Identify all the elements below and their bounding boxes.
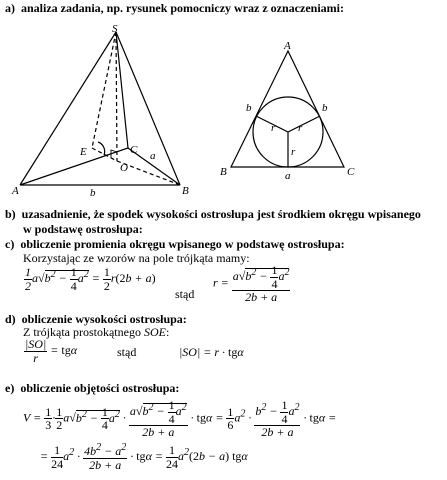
step-e-line1: V = $\frac{1}{3}$ · $\frac{1}{2}$ $a√b^2$ − $\frac{1}{4}$ $a^2$ · $a√b^2$ − $\frac{1}{4}$ $a^2$ 2b + a · tgα = $\frac{1}{6}$ $a^2$ · $b^2$ − $\frac{1}{4}$ $a^2$ 2b + a · tgα = [23, 398, 337, 440]
label-E: E [80, 146, 87, 158]
tri-label-r-bottom: r [291, 146, 296, 158]
tri-label-b-right: b [322, 102, 328, 114]
tri-label-r-left: r [271, 122, 276, 134]
step-d-heading: d) obliczenie wysokości ostrosłupa: [5, 312, 187, 326]
slant-height-SE [92, 32, 116, 148]
step-d-connector: stąd [117, 345, 137, 359]
step-d-formula-right: |SO| = r · tgα [179, 345, 244, 359]
base-triangle-diagram [218, 35, 358, 180]
tri-label-b-left: b [246, 102, 252, 114]
step-c-formula-right: r = $a√b^2$ − $\frac{1}{4}$ $a^2$ 2b + a [213, 263, 290, 305]
step-c-formula-left: $\frac{1}{2}$ $a√b^2$ − $\frac{1}{4}$ $a^2$ = $\frac{1}{2}$ r(2b + a) [25, 265, 156, 293]
label-edge-a: a [150, 150, 156, 162]
label-B: B [182, 185, 189, 196]
label-S: S [112, 23, 118, 35]
step-c-heading: c) obliczenie promienia okręgu wpisanego w podstawę ostrosłupa: [5, 237, 345, 251]
label-C: C [130, 144, 138, 156]
step-e-line2: = $\frac{1}{24}$ $a^2$ · $\frac{4b^2 - a^2}{2b + a}$ · tgα = $\frac{1}{24}$ $a^2(2b - a)$ tgα [40, 442, 248, 472]
step-c-note: Korzystając ze wzorów na pole trójkąta mamy: [23, 251, 250, 265]
section-header: a) analiza zadania, np. rysunek pomocniczy wraz z oznaczeniami: [5, 1, 344, 15]
edge-SC [116, 32, 128, 148]
label-A: A [12, 185, 19, 196]
edge-AC [20, 148, 128, 185]
pyramid-diagram [0, 18, 205, 196]
edge-SA [20, 32, 116, 185]
tri-label-C: C [347, 166, 355, 178]
step-d-formula-left: $\frac{|SO|}{r}$ = tgα [25, 337, 78, 365]
step-b-line2: w podstawę ostrosłupa: [23, 222, 143, 236]
radius-to-b-right [288, 116, 320, 132]
tri-label-r-right: r [298, 122, 303, 134]
height-SO [116, 32, 117, 161]
tri-label-A: A [284, 40, 291, 52]
step-e-heading: e) obliczenie objętości ostrosłupa: [5, 381, 180, 395]
tri-label-a: a [285, 170, 291, 180]
step-d-note: Z trójkąta prostokątnego SOE: [23, 325, 170, 339]
tri-label-B: B [220, 166, 227, 178]
step-c-connector: stąd [175, 287, 195, 301]
label-edge-b: b [90, 187, 96, 196]
step-b: b) uzasadnienie, że spodek wysokości ostrosłupa jest środkiem okręgu wpisanego [5, 207, 421, 221]
label-O: O [120, 162, 128, 174]
